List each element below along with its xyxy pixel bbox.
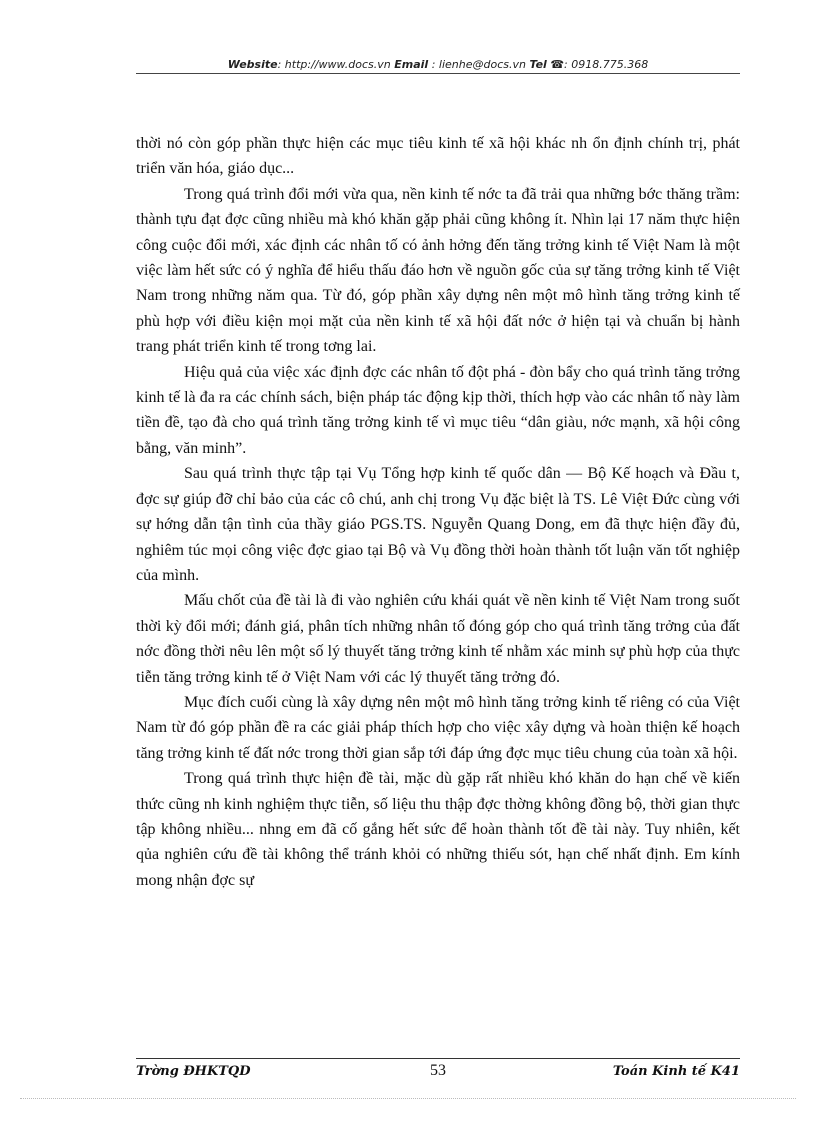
- paragraph: Sau quá trình thực tập tại Vụ Tổng hợp kinh tế quốc dân — Bộ Kế hoạch và Đầu t, đợc sự giúp đỡ chỉ bảo của các cô chú, anh chị trong Vụ đặc biệt là TS. Lê Việt Đức cùng với sự hớng dẫn tận tình của thầy giáo PGS.TS. Nguyễn Quang Dong, em đã thực hiện đầy đủ, nghiêm túc mọi công việc đợc giao tại Bộ và Vụ đồng thời hoàn thành tốt luận văn tốt nghiệp của mình.: [136, 465, 740, 584]
- page-number: 53: [430, 1062, 446, 1079]
- website-label: Website: [227, 58, 278, 71]
- email-label: Email: [394, 58, 429, 71]
- paragraph: Mục đích cuối cùng là xây dựng nên một mô hình tăng trởng kinh tế riêng có của Việt Nam từ đó góp phần đề ra các giải pháp thích hợp cho việc xây dựng và hoàn thiện kế hoạch tăng trởng kinh tế đất nớc trong thời gian sắp tới đáp ứng đợc mục tiêu chung của toàn xã hội.: [136, 693, 740, 762]
- paragraph: Trong quá trình thực hiện đề tài, mặc dù gặp rất nhiều khó khăn do hạn chế về kiến thức cũng nh kinh nghiệm thực tiễn, số liệu thu thập đợc thờng không đồng bộ, thời gian thực tập không nhiều... nhng em đã cố gắng hết sức để hoàn thành tốt đề tài này. Tuy nhiên, kết qủa nghiên cứu đề tài không thể tránh khỏi có những thiếu sót, hạn chế nhất định. Em kính mong nhận đợc sự: [136, 770, 740, 889]
- footer-divider: [136, 1058, 740, 1059]
- paragraph: thời nó còn góp phần thực hiện các mục tiêu kinh tế xã hội khác nh ổn định chính trị, phát triển văn hóa, giáo dục...: [136, 135, 740, 178]
- page-bottom-divider: [20, 1098, 796, 1099]
- paragraph: Hiệu quả của việc xác định đợc các nhân tố đột phá - đòn bẩy cho quá trình tăng trởng kinh tế là đa ra các chính sách, biện pháp tác động kịp thời, thích hợp vào các nhân tố này làm tiền đề, tạo đà cho quá trình tăng trởng kinh tế vì mục tiêu “dân giàu, nớc mạnh, xã hội công bằng, văn minh”.: [136, 363, 740, 457]
- paragraph: Trong quá trình đổi mới vừa qua, nền kinh tế nớc ta đã trải qua những bớc thăng trầm: thành tựu đạt đợc cũng nhiều mà khó khăn gặp phải cũng không ít. Nhìn lại 17 năm thực hiện công cuộc đổi mới, xác định các nhân tố có ảnh hởng đến tăng trởng kinh tế Việt Nam là một việc làm hết sức có ý nghĩa để hiểu thấu đáo hơn về nguồn gốc của sự tăng trởng kinh tế Việt Nam trong những năm qua. Từ đó, góp phần xây dựng nên một mô hình tăng trởng kinh tế phù hợp với điều kiện mọi mặt của nền kinh tế xã hội đất nớc ở hiện tại và chuẩn bị hành trang phát triển kinh tế trong tơng lai.: [136, 185, 740, 356]
- phone-icon: ☎: [550, 58, 565, 71]
- website-value: : http://www.docs.vn: [277, 58, 391, 71]
- tel-value: : 0918.775.368: [564, 58, 649, 71]
- page-footer: [136, 1062, 740, 1084]
- paragraph: Mấu chốt của đề tài là đi vào nghiên cứu khái quát về nền kinh tế Việt Nam trong suốt thời kỳ đổi mới; đánh giá, phân tích những nhân tố đóng góp cho quá trình tăng trởng của đất nớc đồng thời nêu lên một số lý thuyết tăng trởng kinh tế nhằm xác minh sự phù hợp của thực tiễn tăng trởng kinh tế ở Việt Nam với các lý thuyết tăng trởng đó.: [136, 592, 740, 686]
- document-body: [136, 131, 740, 893]
- email-value: : lienhe@docs.vn: [431, 58, 526, 71]
- tel-label: Tel: [529, 58, 547, 71]
- footer-class: Toán Kinh tế K41: [612, 1064, 740, 1079]
- header-divider: [136, 73, 740, 74]
- footer-school: Trờng ĐHKTQD: [136, 1064, 251, 1079]
- page-header: [136, 58, 740, 71]
